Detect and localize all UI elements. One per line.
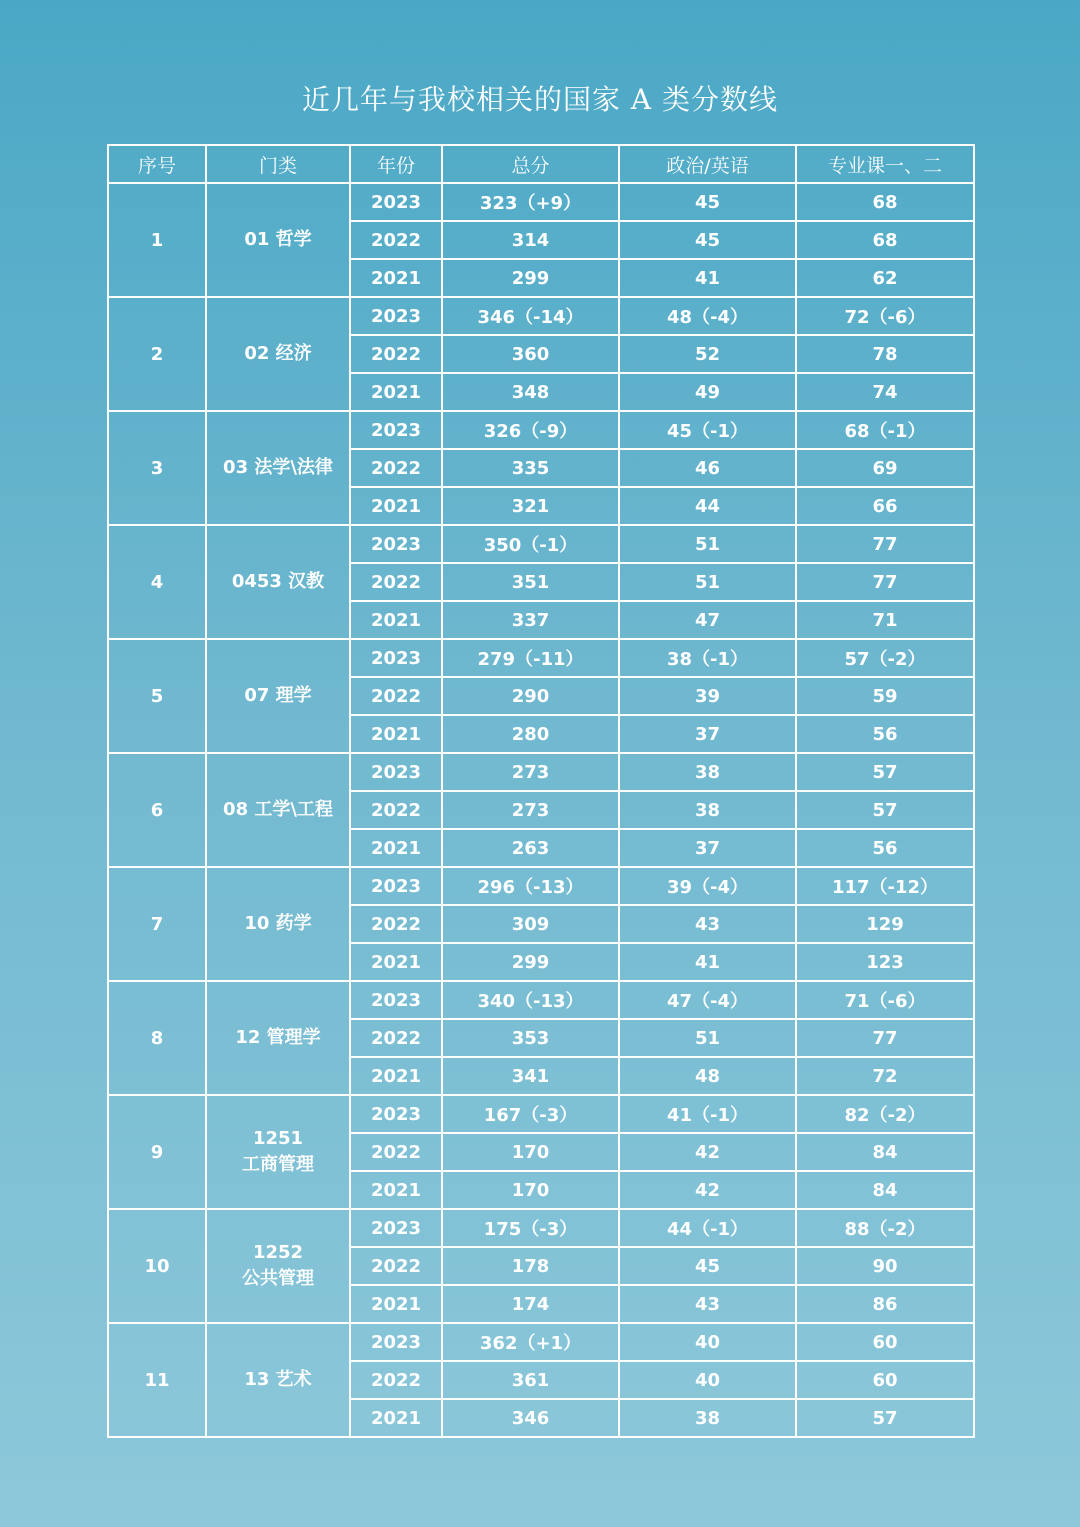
table-row: [108, 639, 974, 677]
year-cell: 2023: [350, 981, 442, 1019]
total-score-cell: 273: [442, 753, 619, 791]
politics-english-cell: 45: [619, 183, 796, 221]
row-index: 7: [108, 867, 206, 981]
total-score-cell: 167（-3）: [442, 1095, 619, 1133]
major-course-cell: 57（-2）: [796, 639, 974, 677]
major-course-cell: 62: [796, 259, 974, 297]
politics-english-cell: 48（-4）: [619, 297, 796, 335]
row-index: 1: [108, 183, 206, 297]
major-course-cell: 72（-6）: [796, 297, 974, 335]
row-index: 8: [108, 981, 206, 1095]
row-index: 2: [108, 297, 206, 411]
total-score-cell: 335: [442, 449, 619, 487]
header-total: 总分: [442, 145, 619, 183]
year-cell: 2021: [350, 259, 442, 297]
category-cell: 1251 工商管理: [206, 1095, 350, 1209]
major-course-cell: 60: [796, 1361, 974, 1399]
year-cell: 2023: [350, 525, 442, 563]
table-row: [108, 297, 974, 335]
category-cell: 0453 汉教: [206, 525, 350, 639]
category-cell: 03 法学\法律: [206, 411, 350, 525]
major-course-cell: 56: [796, 715, 974, 753]
category-cell: 02 经济: [206, 297, 350, 411]
table-row: [108, 1095, 974, 1133]
total-score-cell: 360: [442, 335, 619, 373]
category-cell: 08 工学\工程: [206, 753, 350, 867]
row-index: 4: [108, 525, 206, 639]
total-score-cell: 346（-14）: [442, 297, 619, 335]
year-cell: 2022: [350, 1247, 442, 1285]
total-score-cell: 323（+9）: [442, 183, 619, 221]
total-score-cell: 353: [442, 1019, 619, 1057]
total-score-cell: 351: [442, 563, 619, 601]
year-cell: 2021: [350, 373, 442, 411]
politics-english-cell: 38: [619, 753, 796, 791]
major-course-cell: 71: [796, 601, 974, 639]
major-course-cell: 60: [796, 1323, 974, 1361]
politics-english-cell: 38: [619, 791, 796, 829]
row-index: 11: [108, 1323, 206, 1437]
politics-english-cell: 40: [619, 1361, 796, 1399]
politics-english-cell: 37: [619, 715, 796, 753]
total-score-cell: 309: [442, 905, 619, 943]
total-score-cell: 174: [442, 1285, 619, 1323]
politics-english-cell: 40: [619, 1323, 796, 1361]
year-cell: 2022: [350, 791, 442, 829]
table-row: [108, 411, 974, 449]
major-course-cell: 68（-1）: [796, 411, 974, 449]
politics-english-cell: 42: [619, 1171, 796, 1209]
total-score-cell: 346: [442, 1399, 619, 1437]
total-score-cell: 314: [442, 221, 619, 259]
total-score-cell: 350（-1）: [442, 525, 619, 563]
year-cell: 2022: [350, 905, 442, 943]
score-table: [107, 144, 975, 1438]
major-course-cell: 84: [796, 1171, 974, 1209]
table-row: [108, 183, 974, 221]
header-category: 门类: [206, 145, 350, 183]
total-score-cell: 170: [442, 1171, 619, 1209]
row-index: 9: [108, 1095, 206, 1209]
table-row: [108, 753, 974, 791]
total-score-cell: 296（-13）: [442, 867, 619, 905]
year-cell: 2022: [350, 1133, 442, 1171]
total-score-cell: 340（-13）: [442, 981, 619, 1019]
politics-english-cell: 37: [619, 829, 796, 867]
politics-english-cell: 44: [619, 487, 796, 525]
major-course-cell: 68: [796, 221, 974, 259]
politics-english-cell: 45（-1）: [619, 411, 796, 449]
total-score-cell: 170: [442, 1133, 619, 1171]
politics-english-cell: 44（-1）: [619, 1209, 796, 1247]
year-cell: 2021: [350, 943, 442, 981]
total-score-cell: 279（-11）: [442, 639, 619, 677]
total-score-cell: 321: [442, 487, 619, 525]
major-course-cell: 77: [796, 525, 974, 563]
politics-english-cell: 47: [619, 601, 796, 639]
row-index: 10: [108, 1209, 206, 1323]
table-row: [108, 981, 974, 1019]
major-course-cell: 84: [796, 1133, 974, 1171]
total-score-cell: 178: [442, 1247, 619, 1285]
page-title: 近几年与我校相关的国家 A 类分数线: [301, 83, 779, 116]
politics-english-cell: 51: [619, 1019, 796, 1057]
major-course-cell: 77: [796, 563, 974, 601]
year-cell: 2022: [350, 677, 442, 715]
year-cell: 2022: [350, 449, 442, 487]
major-course-cell: 117（-12）: [796, 867, 974, 905]
major-course-cell: 78: [796, 335, 974, 373]
major-course-cell: 66: [796, 487, 974, 525]
category-cell: 13 艺术: [206, 1323, 350, 1437]
total-score-cell: 348: [442, 373, 619, 411]
year-cell: 2021: [350, 601, 442, 639]
politics-english-cell: 51: [619, 525, 796, 563]
total-score-cell: 175（-3）: [442, 1209, 619, 1247]
politics-english-cell: 41: [619, 259, 796, 297]
table-row: [108, 1209, 974, 1247]
year-cell: 2022: [350, 563, 442, 601]
score-table-body: [108, 183, 974, 1437]
year-cell: 2023: [350, 1209, 442, 1247]
row-index: 3: [108, 411, 206, 525]
category-cell: 10 药学: [206, 867, 350, 981]
politics-english-cell: 43: [619, 1285, 796, 1323]
year-cell: 2022: [350, 1361, 442, 1399]
year-cell: 2023: [350, 1323, 442, 1361]
politics-english-cell: 38: [619, 1399, 796, 1437]
major-course-cell: 69: [796, 449, 974, 487]
major-course-cell: 123: [796, 943, 974, 981]
year-cell: 2023: [350, 183, 442, 221]
row-index: 6: [108, 753, 206, 867]
total-score-cell: 273: [442, 791, 619, 829]
major-course-cell: 82（-2）: [796, 1095, 974, 1133]
year-cell: 2023: [350, 753, 442, 791]
major-course-cell: 77: [796, 1019, 974, 1057]
header-index: 序号: [108, 145, 206, 183]
major-course-cell: 56: [796, 829, 974, 867]
politics-english-cell: 41: [619, 943, 796, 981]
politics-english-cell: 42: [619, 1133, 796, 1171]
politics-english-cell: 39（-4）: [619, 867, 796, 905]
table-row: [108, 1323, 974, 1361]
total-score-cell: 361: [442, 1361, 619, 1399]
header-major: 专业课一、二: [796, 145, 974, 183]
table-row: [108, 867, 974, 905]
year-cell: 2022: [350, 335, 442, 373]
category-cell: 12 管理学: [206, 981, 350, 1095]
major-course-cell: 90: [796, 1247, 974, 1285]
category-cell: 01 哲学: [206, 183, 350, 297]
total-score-cell: 326（-9）: [442, 411, 619, 449]
politics-english-cell: 49: [619, 373, 796, 411]
politics-english-cell: 45: [619, 221, 796, 259]
politics-english-cell: 38（-1）: [619, 639, 796, 677]
year-cell: 2022: [350, 221, 442, 259]
year-cell: 2023: [350, 639, 442, 677]
year-cell: 2021: [350, 829, 442, 867]
category-cell: 1252 公共管理: [206, 1209, 350, 1323]
year-cell: 2021: [350, 1171, 442, 1209]
total-score-cell: 299: [442, 943, 619, 981]
year-cell: 2023: [350, 411, 442, 449]
total-score-cell: 337: [442, 601, 619, 639]
total-score-cell: 280: [442, 715, 619, 753]
politics-english-cell: 48: [619, 1057, 796, 1095]
year-cell: 2021: [350, 1285, 442, 1323]
politics-english-cell: 46: [619, 449, 796, 487]
major-course-cell: 68: [796, 183, 974, 221]
total-score-cell: 299: [442, 259, 619, 297]
major-course-cell: 72: [796, 1057, 974, 1095]
major-course-cell: 88（-2）: [796, 1209, 974, 1247]
major-course-cell: 71（-6）: [796, 981, 974, 1019]
politics-english-cell: 52: [619, 335, 796, 373]
year-cell: 2021: [350, 715, 442, 753]
row-index: 5: [108, 639, 206, 753]
year-cell: 2021: [350, 1057, 442, 1095]
major-course-cell: 57: [796, 791, 974, 829]
header-row: [108, 145, 974, 183]
politics-english-cell: 47（-4）: [619, 981, 796, 1019]
year-cell: 2023: [350, 867, 442, 905]
major-course-cell: 59: [796, 677, 974, 715]
politics-english-cell: 51: [619, 563, 796, 601]
major-course-cell: 86: [796, 1285, 974, 1323]
politics-english-cell: 39: [619, 677, 796, 715]
total-score-cell: 341: [442, 1057, 619, 1095]
politics-english-cell: 43: [619, 905, 796, 943]
year-cell: 2023: [350, 297, 442, 335]
total-score-cell: 290: [442, 677, 619, 715]
year-cell: 2021: [350, 1399, 442, 1437]
politics-english-cell: 41（-1）: [619, 1095, 796, 1133]
header-politics-english: 政治/英语: [619, 145, 796, 183]
politics-english-cell: 45: [619, 1247, 796, 1285]
category-cell: 07 理学: [206, 639, 350, 753]
year-cell: 2021: [350, 487, 442, 525]
table-row: [108, 525, 974, 563]
total-score-cell: 362（+1）: [442, 1323, 619, 1361]
year-cell: 2023: [350, 1095, 442, 1133]
major-course-cell: 129: [796, 905, 974, 943]
year-cell: 2022: [350, 1019, 442, 1057]
major-course-cell: 74: [796, 373, 974, 411]
total-score-cell: 263: [442, 829, 619, 867]
header-year: 年份: [350, 145, 442, 183]
major-course-cell: 57: [796, 753, 974, 791]
major-course-cell: 57: [796, 1399, 974, 1437]
